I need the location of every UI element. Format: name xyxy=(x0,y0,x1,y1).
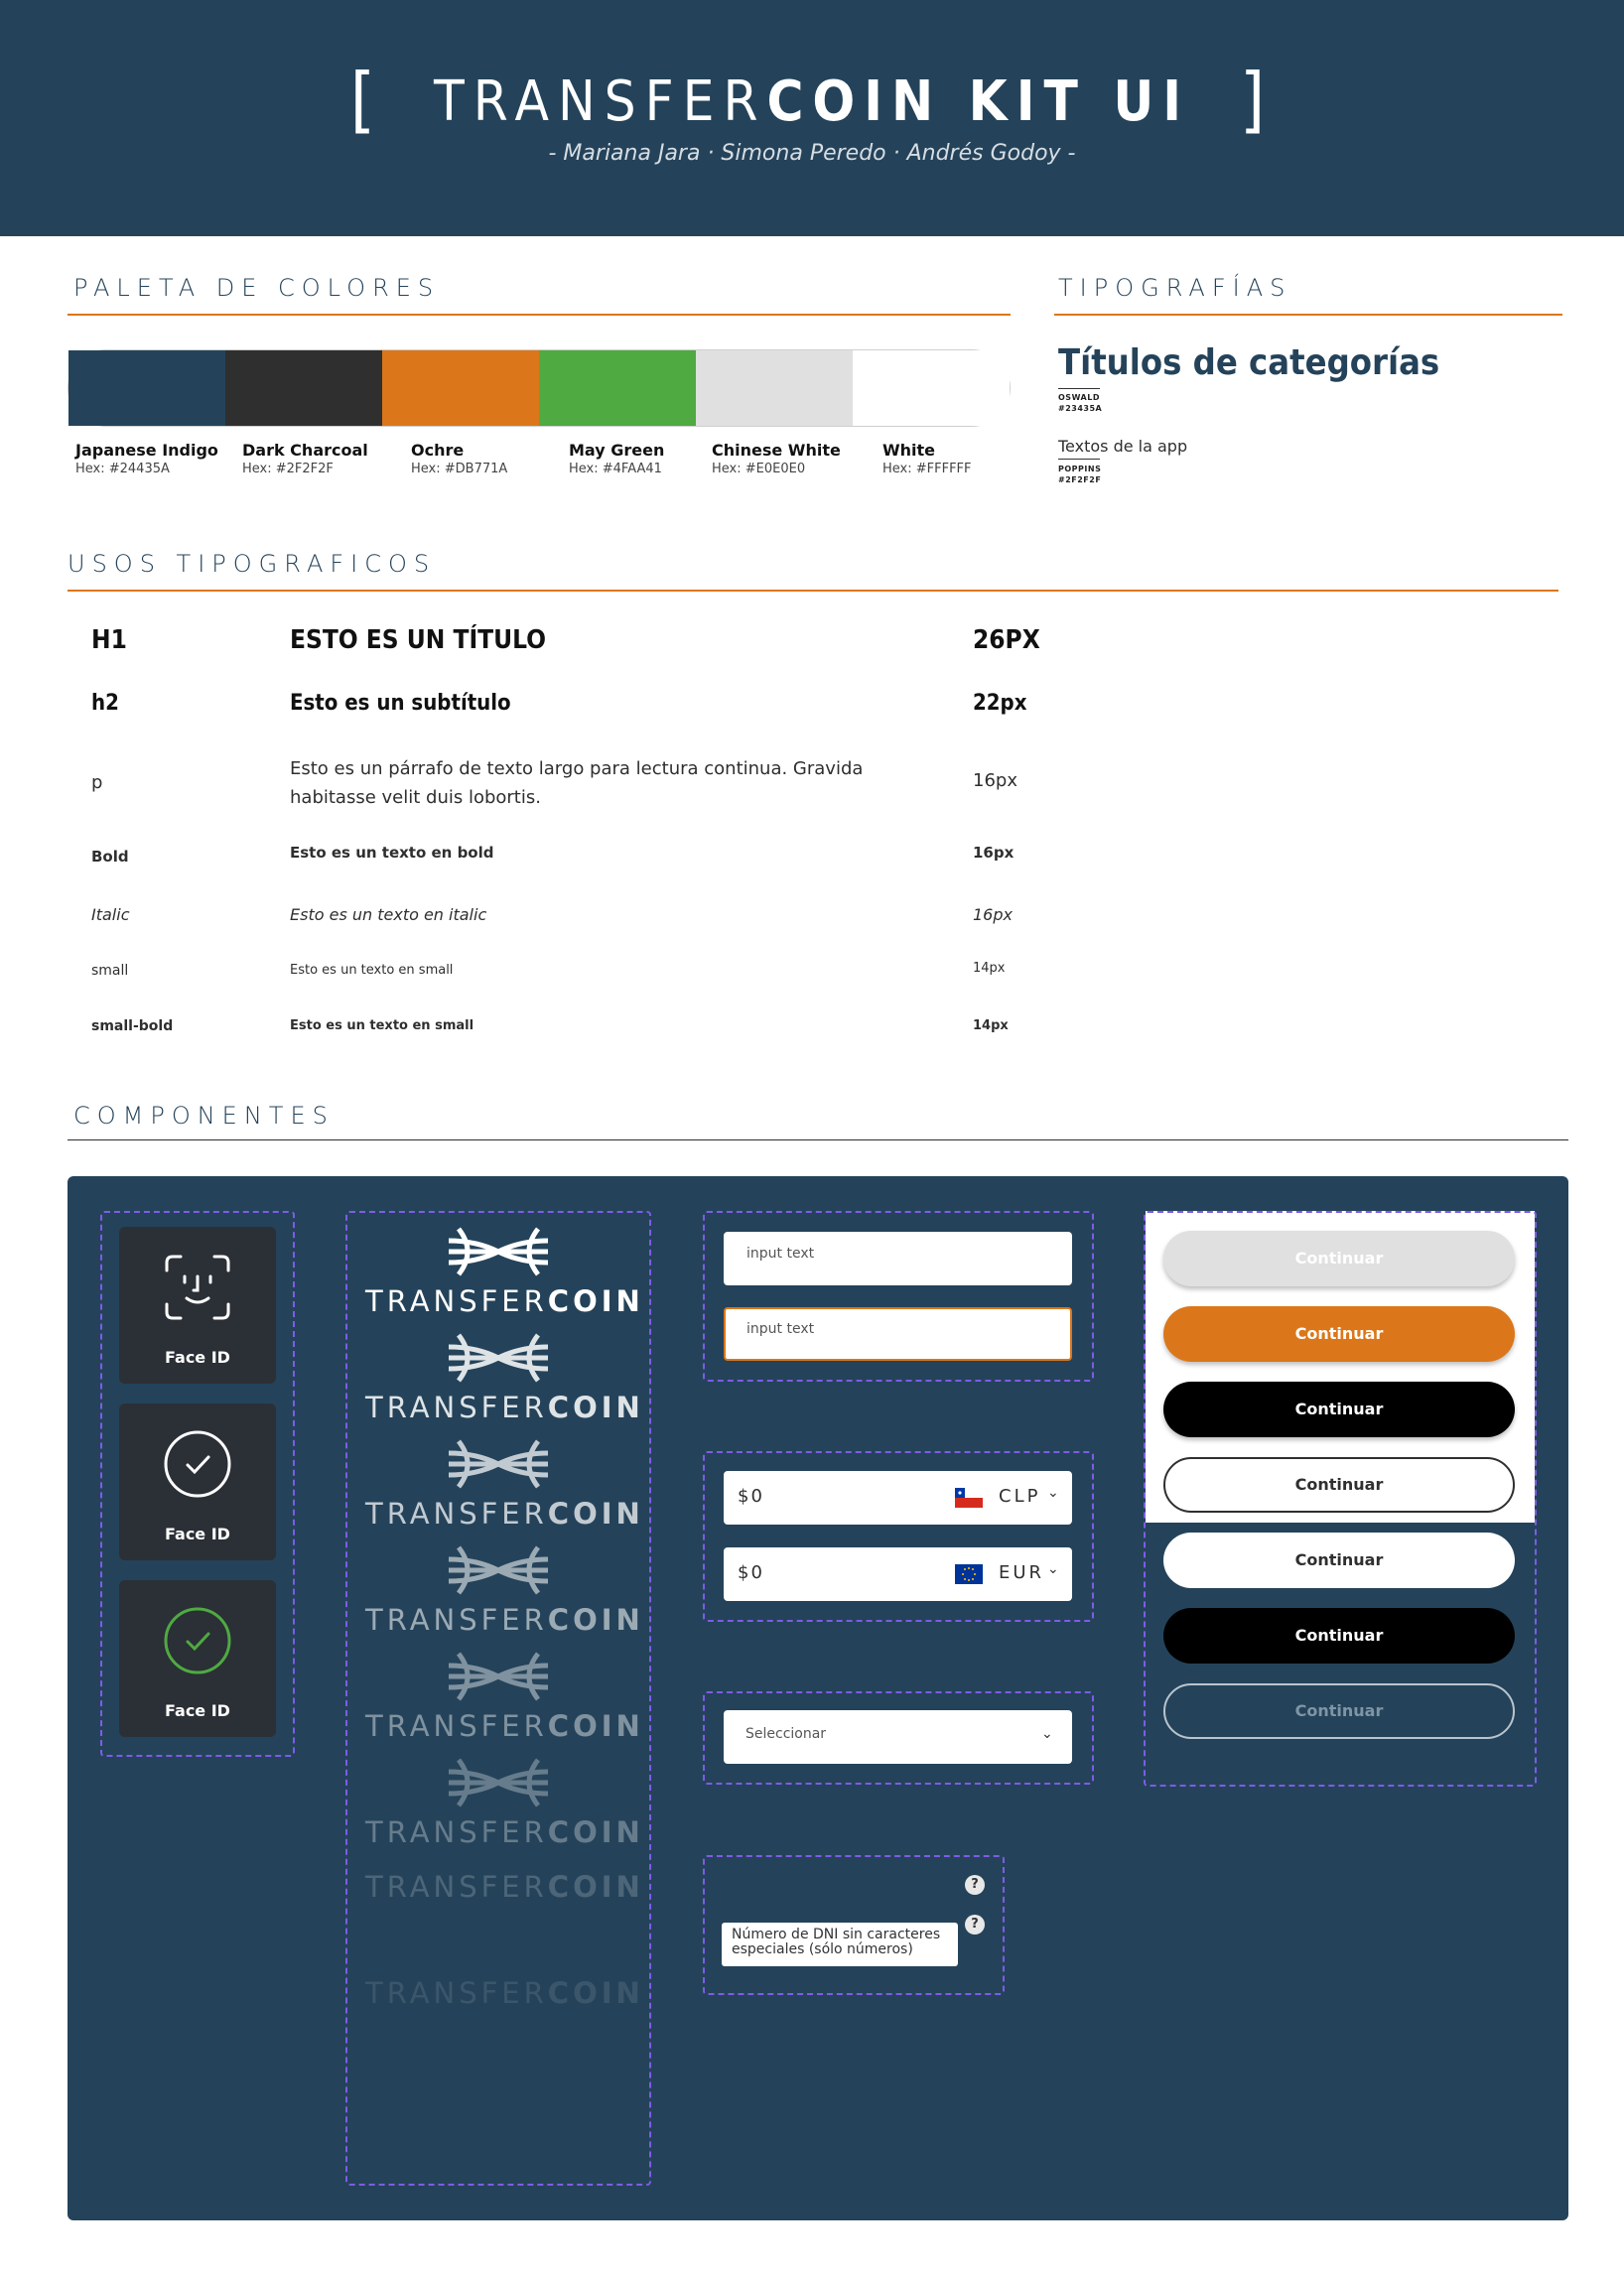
typography-section-title: TIPOGRAFÍAS xyxy=(1058,274,1292,302)
type-size: 22px xyxy=(973,691,1027,716)
face-id-label: Face ID xyxy=(165,1525,230,1543)
chevron-down-icon: ⌄ xyxy=(1041,1726,1053,1742)
type-sample: Esto es un párrafo de texto largo para lectura continua. Gravida habitasse velit duis lobortis. xyxy=(290,758,864,808)
continue-button-primary[interactable]: Continuar xyxy=(1163,1306,1515,1362)
type-tag: p xyxy=(91,772,103,793)
select-dropdown[interactable] xyxy=(724,1710,1072,1764)
logo-mark-icon xyxy=(447,1333,550,1383)
tooltip-box: Número de DNI sin caracteres especiales (sólo números) xyxy=(722,1923,958,1966)
type-size: 14px xyxy=(973,1018,1009,1033)
logo-mark-icon xyxy=(447,1227,550,1276)
logo-wordmark xyxy=(365,1391,644,1424)
chevron-down-icon[interactable]: ⌄ xyxy=(1047,1485,1059,1501)
type-size: 16px xyxy=(973,770,1017,791)
check-circle-icon xyxy=(163,1429,232,1499)
brand-logo xyxy=(365,1968,643,2010)
page-title xyxy=(0,54,1624,141)
brand-logo xyxy=(365,1333,643,1424)
swatch-ochre xyxy=(382,350,539,426)
logo-text-light: TRANSFER xyxy=(365,1870,548,1904)
face-id-label: Face ID xyxy=(165,1348,230,1367)
type-uses-divider xyxy=(68,590,1558,592)
logo-mark-icon xyxy=(447,1652,550,1701)
amount-value: $0 xyxy=(738,1562,764,1583)
swatch-japanese-indigo xyxy=(68,350,225,426)
brand-logo xyxy=(365,1862,643,1904)
logo-wordmark xyxy=(365,1497,644,1531)
color-label xyxy=(882,441,972,476)
type-tag: Bold xyxy=(91,848,129,866)
color-palette-bar xyxy=(68,349,1011,427)
type-size: 16px xyxy=(973,905,1013,924)
components-section-title: COMPONENTES xyxy=(73,1102,335,1130)
logo-text-light: TRANSFER xyxy=(365,1284,548,1318)
components-divider xyxy=(68,1139,1568,1140)
text-input-focused[interactable]: input text xyxy=(724,1307,1072,1361)
swatch-dark-charcoal xyxy=(225,350,382,426)
type-size: 26PX xyxy=(973,625,1040,655)
face-id-card-check[interactable] xyxy=(119,1403,276,1560)
logo-mark-icon xyxy=(447,1545,550,1595)
currency-input-eur[interactable] xyxy=(724,1547,1072,1601)
logo-text-bold: COIN xyxy=(547,1603,644,1637)
currency-code: EUR xyxy=(999,1562,1045,1583)
header-banner xyxy=(0,0,1624,236)
type-tag: small-bold xyxy=(91,1018,174,1034)
color-name: Chinese White xyxy=(712,441,841,460)
logo-text-light: TRANSFER xyxy=(365,1603,548,1637)
type-sample: Esto es un texto en bold xyxy=(290,844,494,862)
logo-mark-icon xyxy=(447,1758,550,1807)
select-label: Seleccionar xyxy=(745,1726,827,1742)
logo-text-bold: COIN xyxy=(547,1497,644,1531)
logo-wordmark xyxy=(365,1815,644,1849)
brand-logo xyxy=(365,1758,643,1849)
brand-logo xyxy=(365,1227,643,1318)
color-label xyxy=(411,441,507,476)
palette-labels xyxy=(75,441,1028,480)
logo-text-light: TRANSFER xyxy=(365,1709,548,1743)
continue-button-outline-disabled[interactable]: Continuar xyxy=(1163,1683,1515,1739)
continue-button-dark[interactable]: Continuar xyxy=(1163,1382,1515,1437)
logo-text-bold: COIN xyxy=(547,1870,644,1904)
palette-divider xyxy=(68,314,1011,316)
title-bracket-close: ] xyxy=(1239,58,1275,141)
logo-wordmark xyxy=(365,1284,643,1318)
type-sample: Esto es un texto en small xyxy=(290,1018,474,1033)
heading-font-name: OSWALD xyxy=(1058,393,1100,402)
text-input-default[interactable]: input text xyxy=(724,1232,1072,1285)
amount-value: $0 xyxy=(738,1486,764,1507)
typography-divider xyxy=(1054,314,1562,316)
continue-button-black[interactable]: Continuar xyxy=(1163,1608,1515,1664)
type-sample: ESTO ES UN TÍTULO xyxy=(290,625,546,655)
heading-font-sample: Títulos de categorías xyxy=(1058,342,1440,383)
body-font-sample: Textos de la app xyxy=(1058,437,1188,456)
body-font-name: POPPINS xyxy=(1058,465,1102,473)
eu-flag-icon xyxy=(955,1564,983,1584)
palette-section-title: PALETA DE COLORES xyxy=(73,274,441,302)
logo-text-bold: COIN xyxy=(547,1709,644,1743)
type-tag: H1 xyxy=(91,625,127,655)
logo-text-bold: COIN xyxy=(547,1284,644,1318)
color-name: Dark Charcoal xyxy=(242,441,368,460)
body-font-underline xyxy=(1058,459,1100,460)
continue-button-white[interactable]: Continuar xyxy=(1163,1533,1515,1588)
color-label xyxy=(569,441,664,476)
type-sample: Esto es un texto en small xyxy=(290,963,454,978)
logo-wordmark xyxy=(365,1709,644,1743)
logo-text-bold: COIN xyxy=(547,1815,644,1849)
color-name: Japanese Indigo xyxy=(75,441,218,460)
body-font-hex: #2F2F2F xyxy=(1058,475,1102,484)
color-name: White xyxy=(882,441,936,460)
brand-logo xyxy=(365,1439,643,1531)
type-uses-section-title: USOS TIPOGRAFICOS xyxy=(68,550,437,578)
chevron-down-icon[interactable]: ⌄ xyxy=(1047,1561,1059,1577)
face-scan-icon xyxy=(163,1253,232,1322)
title-bracket-open: [ xyxy=(349,58,385,141)
face-id-card-scan[interactable] xyxy=(119,1227,276,1384)
logo-wordmark xyxy=(365,1870,644,1904)
logo-text-light: TRANSFER xyxy=(365,1976,548,2010)
swatch-white xyxy=(853,350,1010,426)
heading-font-underline xyxy=(1058,388,1100,389)
page-subtitle: - Mariana Jara · Simona Peredo · Andrés Godoy - xyxy=(548,141,1076,166)
logo-text-bold: COIN xyxy=(547,1391,644,1424)
color-name: May Green xyxy=(569,441,665,460)
check-circle-success-icon xyxy=(163,1606,232,1675)
type-size: 14px xyxy=(973,961,1006,976)
color-label xyxy=(712,441,841,476)
help-icon[interactable]: ? xyxy=(965,1915,985,1935)
help-icon[interactable]: ? xyxy=(965,1875,985,1895)
color-hex: Hex: #FFFFFF xyxy=(882,462,972,476)
color-hex: Hex: #DB771A xyxy=(411,462,508,476)
swatch-chinese-white xyxy=(696,350,853,426)
logo-text-bold: COIN xyxy=(547,1976,644,2010)
continue-button-outline[interactable]: Continuar xyxy=(1163,1457,1515,1513)
logo-text-light: TRANSFER xyxy=(365,1497,548,1531)
color-label xyxy=(75,441,218,476)
face-id-label: Face ID xyxy=(165,1701,230,1720)
logo-mark-icon xyxy=(447,1439,550,1489)
color-hex: Hex: #4FAA41 xyxy=(569,462,662,476)
color-hex: Hex: #E0E0E0 xyxy=(712,462,806,476)
face-id-card-success[interactable] xyxy=(119,1580,276,1737)
type-tag: Italic xyxy=(91,905,130,924)
color-hex: Hex: #2F2F2F xyxy=(242,462,334,476)
logo-text-light: TRANSFER xyxy=(365,1391,548,1424)
chile-flag-icon xyxy=(955,1488,983,1508)
title-light: TRANSFER xyxy=(434,69,767,134)
brand-logo xyxy=(365,1652,643,1743)
continue-button-disabled[interactable]: Continuar xyxy=(1163,1231,1515,1286)
type-size: 16px xyxy=(973,844,1015,862)
color-name: Ochre xyxy=(411,441,465,460)
title-bold: COIN KIT UI xyxy=(766,69,1190,134)
brand-logo xyxy=(365,1545,643,1637)
type-sample: Esto es un texto en italic xyxy=(290,905,487,924)
heading-font-hex: #23435A xyxy=(1058,404,1103,413)
type-tag: small xyxy=(91,963,129,979)
logo-text-light: TRANSFER xyxy=(365,1815,548,1849)
logo-wordmark xyxy=(365,1603,644,1637)
logo-wordmark xyxy=(365,1976,644,2010)
currency-input-clp[interactable] xyxy=(724,1471,1072,1525)
type-tag: h2 xyxy=(91,691,119,716)
swatch-may-green xyxy=(539,350,696,426)
color-label xyxy=(242,441,368,476)
currency-code: CLP xyxy=(999,1486,1041,1507)
type-sample: Esto es un subtítulo xyxy=(290,691,511,716)
color-hex: Hex: #24435A xyxy=(75,462,170,476)
